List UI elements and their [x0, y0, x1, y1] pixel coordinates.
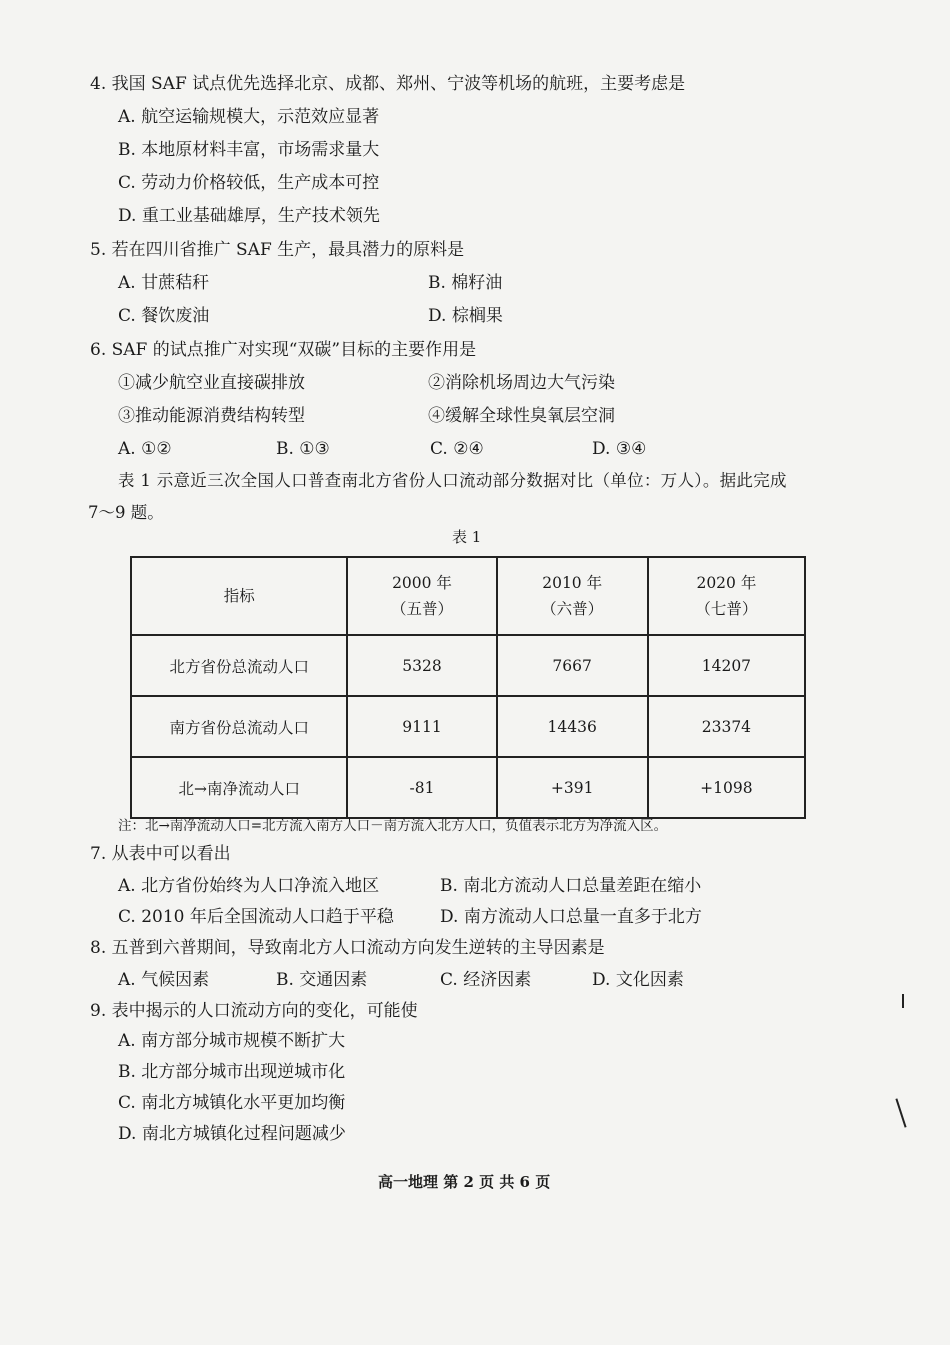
- cell-value: +391: [497, 757, 648, 818]
- question-5-option-a: A. 甘蔗秸秆: [118, 273, 210, 293]
- question-6-option-c: C. ②④: [430, 439, 484, 459]
- question-7-option-b: B. 南北方流动人口总量差距在缩小: [440, 876, 702, 896]
- question-5-option-b: B. 棉籽油: [428, 273, 503, 293]
- header-2020-census: （七普）: [695, 600, 758, 618]
- question-4-option-a: A. 航空运输规模大，示范效应显著: [118, 107, 380, 127]
- header-2000: [347, 557, 496, 635]
- table-intro-line-1: 表 1 示意近三次全国人口普查南北方省份人口流动部分数据对比（单位：万人）。据此完成: [118, 471, 787, 490]
- question-6-option-a: A. ①②: [118, 439, 172, 459]
- cell-value: -81: [347, 757, 496, 818]
- cell-value: 9111: [347, 696, 496, 757]
- question-4-option-d: D. 重工业基础雄厚，生产技术领先: [118, 206, 380, 226]
- question-6-item-1: ①减少航空业直接碳排放: [118, 373, 305, 393]
- cell-value: 7667: [497, 635, 648, 696]
- scan-mark: [895, 1098, 906, 1127]
- header-2010-year: 2010 年: [542, 574, 603, 592]
- table-note: 注：北→南净流动人口=北方流入南方人口－南方流入北方人口，负值表示北方为净流入区。: [118, 818, 668, 834]
- question-8-option-c: C. 经济因素: [440, 970, 532, 990]
- header-2020: [648, 557, 805, 635]
- population-flow-table: [130, 556, 806, 819]
- table-header-row: [131, 557, 805, 635]
- question-7-stem: 7. 从表中可以看出: [90, 844, 231, 864]
- question-8-stem: 8. 五普到六普期间，导致南北方人口流动方向发生逆转的主导因素是: [90, 938, 605, 958]
- table-row: [131, 757, 805, 818]
- question-7-option-d: D. 南方流动人口总量一直多于北方: [440, 907, 702, 927]
- header-2010: [497, 557, 648, 635]
- page-footer: 高一地理 第 2 页 共 6 页: [378, 1173, 551, 1191]
- cell-value: +1098: [648, 757, 805, 818]
- question-8-option-d: D. 文化因素: [592, 970, 684, 990]
- question-6-item-3: ③推动能源消费结构转型: [118, 406, 305, 426]
- question-9-stem: 9. 表中揭示的人口流动方向的变化，可能使: [90, 1001, 418, 1021]
- header-2000-year: 2000 年: [392, 574, 452, 592]
- question-4-stem: 4. 我国 SAF 试点优先选择北京、成都、郑州、宁波等机场的航班，主要考虑是: [90, 74, 686, 94]
- cell-value: 14207: [648, 635, 805, 696]
- question-4-option-c: C. 劳动力价格较低，生产成本可控: [118, 173, 380, 193]
- question-6-item-4: ④缓解全球性臭氧层空洞: [428, 406, 615, 426]
- table-row: [131, 696, 805, 757]
- scan-mark: [902, 994, 904, 1008]
- question-6-option-d: D. ③④: [592, 439, 647, 459]
- question-7-option-a: A. 北方省份始终为人口净流入地区: [118, 876, 380, 896]
- cell-value: 14436: [497, 696, 648, 757]
- table-intro-line-2: 7～9 题。: [88, 503, 164, 522]
- question-5-option-d: D. 棕榈果: [428, 306, 503, 326]
- row-label-north-total: 北方省份总流动人口: [131, 635, 347, 696]
- table-row: [131, 635, 805, 696]
- header-2000-census: （五普）: [391, 600, 454, 618]
- row-label-south-total: 南方省份总流动人口: [131, 696, 347, 757]
- question-6-option-b: B. ①③: [276, 439, 330, 459]
- header-2020-year: 2020 年: [696, 574, 757, 592]
- question-9-option-b: B. 北方部分城市出现逆城市化: [118, 1062, 346, 1082]
- question-9-option-c: C. 南北方城镇化水平更加均衡: [118, 1093, 346, 1113]
- header-2010-census: （六普）: [541, 600, 604, 618]
- question-4-option-b: B. 本地原材料丰富，市场需求量大: [118, 140, 380, 160]
- table-caption: 表 1: [452, 528, 482, 546]
- row-label-net-flow: 北→南净流动人口: [131, 757, 347, 818]
- question-8-option-b: B. 交通因素: [276, 970, 368, 990]
- question-6-stem: 6. SAF 的试点推广对实现“双碳”目标的主要作用是: [90, 340, 477, 360]
- header-indicator: 指标: [131, 557, 347, 635]
- question-7-option-c: C. 2010 年后全国流动人口趋于平稳: [118, 907, 394, 927]
- question-8-option-a: A. 气候因素: [118, 970, 210, 990]
- question-9-option-a: A. 南方部分城市规模不断扩大: [118, 1031, 346, 1051]
- question-6-item-2: ②消除机场周边大气污染: [428, 373, 615, 393]
- question-5-stem: 5. 若在四川省推广 SAF 生产，最具潜力的原料是: [90, 240, 465, 260]
- cell-value: 23374: [648, 696, 805, 757]
- question-5-option-c: C. 餐饮废油: [118, 306, 210, 326]
- cell-value: 5328: [347, 635, 496, 696]
- question-9-option-d: D. 南北方城镇化过程问题减少: [118, 1124, 346, 1144]
